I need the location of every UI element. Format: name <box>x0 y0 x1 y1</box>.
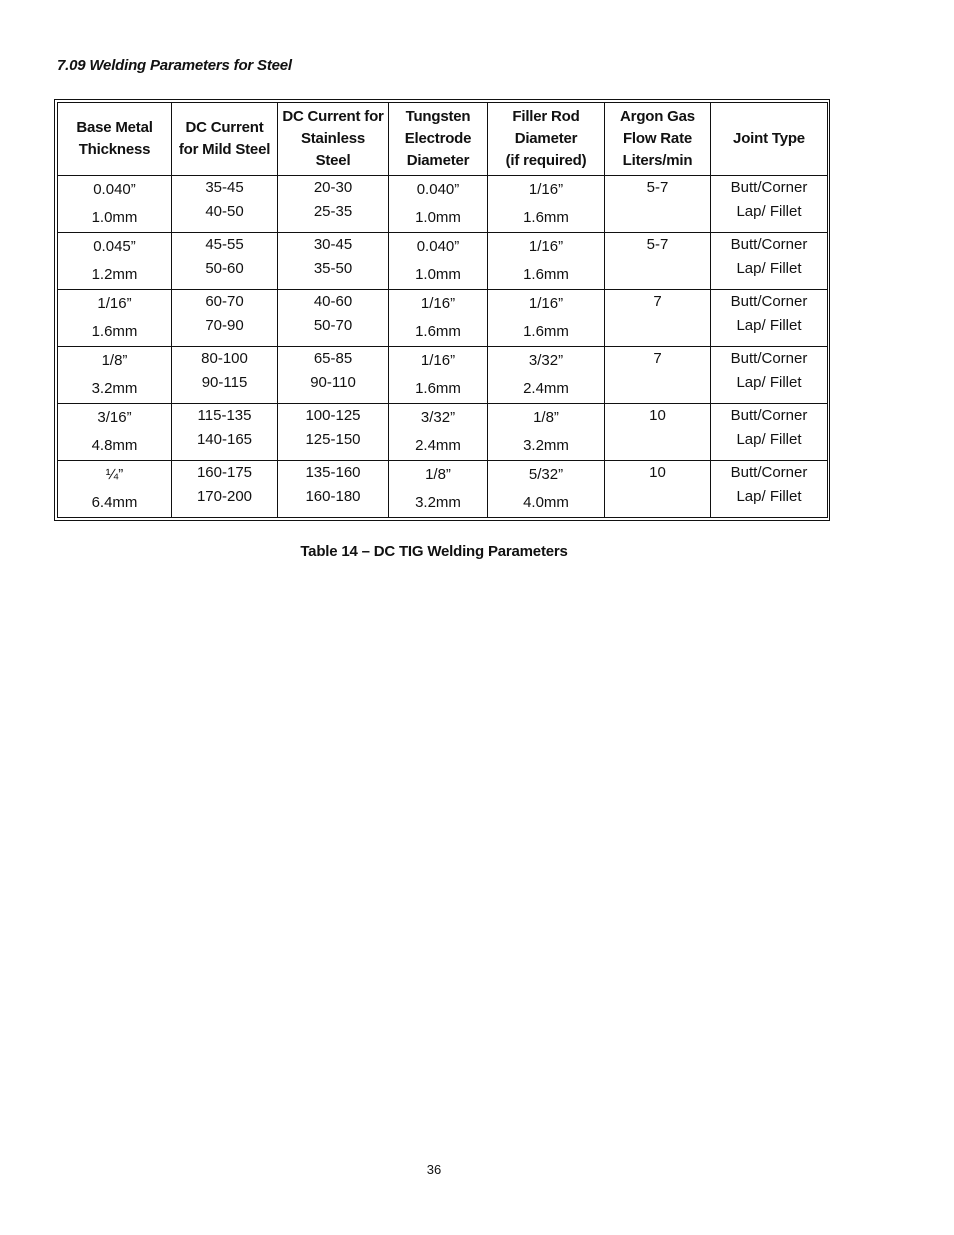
table-cell <box>389 176 488 233</box>
cell-value: 90-115 <box>201 374 248 391</box>
column-header-line: Electrode <box>404 130 472 147</box>
table-cell <box>278 461 389 518</box>
cell-value: 80-100 <box>201 350 248 367</box>
cell-value: 5/32” <box>528 466 564 483</box>
cell-value: 10 <box>649 407 666 424</box>
cell-value: 115-135 <box>197 407 252 424</box>
table-cell <box>711 176 828 233</box>
cell-value: 1/16” <box>97 295 132 312</box>
cell-value: 1/8” <box>533 409 559 426</box>
table-cell <box>488 176 605 233</box>
cell-value: Butt/Corner <box>730 464 808 481</box>
column-header-line: Steel <box>315 152 351 169</box>
cell-value: 1.0mm <box>91 209 138 226</box>
table-cell <box>58 290 172 347</box>
cell-value: Butt/Corner <box>730 350 808 367</box>
column-header-line: Joint Type <box>733 130 805 147</box>
welding-parameters-table <box>54 99 830 521</box>
cell-value: 1.6mm <box>523 323 569 340</box>
cell-value: Lap/ Fillet <box>736 260 802 277</box>
cell-value: 60-70 <box>205 293 244 310</box>
cell-value: 4.0mm <box>523 494 569 511</box>
column-header-line: Stainless <box>300 130 366 147</box>
table-cell <box>58 461 172 518</box>
cell-value: 90-110 <box>310 374 356 391</box>
cell-value: 25-35 <box>313 203 353 220</box>
cell-value: Butt/Corner <box>730 293 808 310</box>
cell-value: 1.2mm <box>91 266 138 283</box>
table-cell <box>488 404 605 461</box>
table-cell <box>605 176 711 233</box>
table-cell <box>711 404 828 461</box>
cell-value: 1/16” <box>420 295 456 312</box>
cell-value: 0.040” <box>416 181 460 198</box>
column-header-line: Diameter <box>406 152 470 169</box>
table-caption: Table 14 – DC TIG Welding Parameters <box>300 543 568 560</box>
cell-value: 3/32” <box>528 352 564 369</box>
cell-value: 35-50 <box>313 260 353 277</box>
column-header-line: (if required) <box>505 152 587 169</box>
table-cell <box>488 347 605 404</box>
cell-value: 3.2mm <box>415 494 461 511</box>
table-cell <box>58 347 172 404</box>
column-header <box>172 103 278 176</box>
column-header-line: Flow Rate <box>622 130 693 147</box>
column-header-line: Base Metal <box>76 119 153 136</box>
cell-value: Lap/ Fillet <box>736 431 802 448</box>
cell-value: 3.2mm <box>91 380 138 397</box>
table-cell <box>605 404 711 461</box>
table-cell <box>488 233 605 290</box>
table-cell <box>711 461 828 518</box>
cell-value: 1.6mm <box>415 323 461 340</box>
table-cell <box>278 176 389 233</box>
table-cell <box>172 404 278 461</box>
cell-value: 125-150 <box>305 431 361 448</box>
table-row <box>58 290 828 347</box>
column-header-line: Thickness <box>78 141 151 158</box>
table-cell <box>58 176 172 233</box>
cell-value: Lap/ Fillet <box>736 374 802 391</box>
table-cell <box>488 461 605 518</box>
table-cell <box>711 290 828 347</box>
table-row <box>58 176 828 233</box>
cell-value: 140-165 <box>196 431 253 448</box>
column-header <box>605 103 711 176</box>
page-number: 36 <box>426 1162 442 1177</box>
table-row <box>58 347 828 404</box>
table-cell <box>172 347 278 404</box>
table-cell <box>389 290 488 347</box>
cell-value: 1.0mm <box>415 266 461 283</box>
cell-value: 65-85 <box>313 350 353 367</box>
cell-value: 1.6mm <box>523 266 569 283</box>
column-header-line: Filler Rod <box>512 108 580 125</box>
table-cell <box>278 233 389 290</box>
table-cell <box>389 347 488 404</box>
table-cell <box>711 233 828 290</box>
cell-value: 100-125 <box>305 407 361 424</box>
table-row <box>58 461 828 518</box>
cell-value: 3/32” <box>420 409 456 426</box>
table-cell <box>605 290 711 347</box>
column-header-line: Argon Gas <box>620 108 695 125</box>
table-cell <box>172 233 278 290</box>
table-cell <box>605 233 711 290</box>
cell-value: 0.040” <box>416 238 460 255</box>
cell-value: 0.045” <box>93 238 136 255</box>
cell-value: 1/8” <box>101 352 128 369</box>
column-header <box>278 103 389 176</box>
column-header <box>711 103 828 176</box>
cell-value: 0.040” <box>93 181 136 198</box>
cell-value: 5-7 <box>646 179 669 196</box>
cell-value: ¼” <box>105 466 124 483</box>
table-cell <box>172 176 278 233</box>
cell-value: 6.4mm <box>91 494 138 511</box>
cell-value: 3/16” <box>97 409 132 426</box>
column-header-line: DC Current for <box>282 108 384 125</box>
column-header <box>389 103 488 176</box>
cell-value: 70-90 <box>205 317 244 334</box>
table-cell <box>605 461 711 518</box>
column-header-line: Diameter <box>514 130 578 147</box>
column-header-line: for Mild Steel <box>178 141 271 158</box>
cell-value: 5-7 <box>646 236 669 253</box>
cell-value: 1.6mm <box>523 209 569 226</box>
table-header-row <box>58 103 828 176</box>
cell-value: 2.4mm <box>415 437 461 454</box>
table-cell <box>58 404 172 461</box>
cell-value: 7 <box>653 350 662 367</box>
cell-value: 1.6mm <box>91 323 138 340</box>
cell-value: 4.8mm <box>91 437 138 454</box>
table-cell <box>605 347 711 404</box>
cell-value: 170-200 <box>196 488 253 505</box>
table-cell <box>172 290 278 347</box>
table-row <box>58 233 828 290</box>
table-cell <box>389 233 488 290</box>
cell-value: 30-45 <box>313 236 353 253</box>
table-cell <box>488 290 605 347</box>
table-row <box>58 404 828 461</box>
cell-value: Lap/ Fillet <box>736 203 802 220</box>
column-header-line: DC Current <box>185 119 264 136</box>
table-body <box>58 176 828 518</box>
cell-value: 1/16” <box>528 295 564 312</box>
cell-value: 40-60 <box>313 293 353 310</box>
cell-value: Lap/ Fillet <box>736 317 802 334</box>
cell-value: 50-60 <box>205 260 244 277</box>
column-header <box>58 103 172 176</box>
column-header-line: Tungsten <box>405 108 471 125</box>
cell-value: 20-30 <box>313 179 353 196</box>
cell-value: 10 <box>649 464 666 481</box>
table-cell <box>278 404 389 461</box>
cell-value: 40-50 <box>205 203 244 220</box>
cell-value: 160-180 <box>305 488 361 505</box>
cell-value: Butt/Corner <box>730 179 808 196</box>
cell-value: 1.0mm <box>415 209 461 226</box>
cell-value: 1/16” <box>528 181 564 198</box>
table-cell <box>711 347 828 404</box>
cell-value: 1.6mm <box>415 380 461 397</box>
cell-value: Butt/Corner <box>730 407 808 424</box>
cell-value: 160-175 <box>196 464 253 481</box>
cell-value: 50-70 <box>313 317 353 334</box>
table-cell <box>278 347 389 404</box>
section-title: 7.09 Welding Parameters for Steel <box>57 57 292 74</box>
cell-value: 35-45 <box>205 179 244 196</box>
table-cell <box>389 461 488 518</box>
table-cell <box>278 290 389 347</box>
cell-value: 45-55 <box>205 236 244 253</box>
cell-value: 1/16” <box>420 352 456 369</box>
cell-value: 3.2mm <box>523 437 569 454</box>
cell-value: 7 <box>653 293 662 310</box>
cell-value: Lap/ Fillet <box>736 488 802 505</box>
cell-value: 2.4mm <box>523 380 569 397</box>
cell-value: 1/16” <box>528 238 564 255</box>
cell-value: 135-160 <box>305 464 361 481</box>
table-cell <box>389 404 488 461</box>
column-header <box>488 103 605 176</box>
cell-value: 1/8” <box>425 466 451 483</box>
table-cell <box>172 461 278 518</box>
cell-value: Butt/Corner <box>730 236 808 253</box>
column-header-line: Liters/min <box>622 152 693 169</box>
table-cell <box>58 233 172 290</box>
